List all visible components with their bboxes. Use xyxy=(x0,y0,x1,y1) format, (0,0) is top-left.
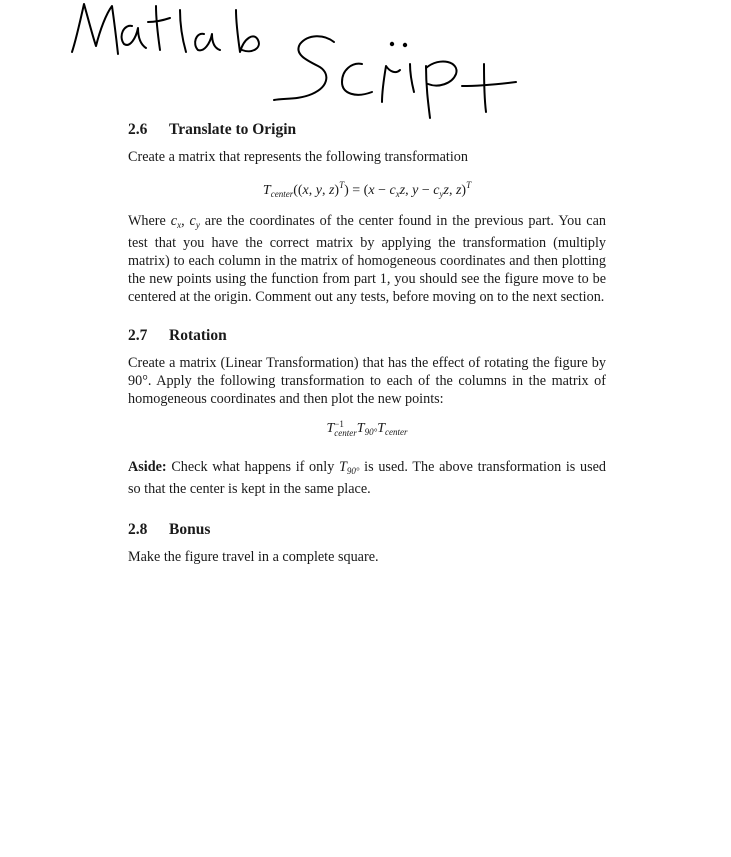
aside-lead: Check what happens if only xyxy=(166,459,339,475)
section-title: Translate to Origin xyxy=(169,121,297,138)
section-title: Bonus xyxy=(169,521,211,538)
section-number: 2.8 xyxy=(128,521,148,538)
aside-rest: is used. The above transformation is used so that the center is kept in the same place. xyxy=(128,459,607,497)
section-number: 2.7 xyxy=(128,327,148,344)
section-body: Make the figure travel in a complete square. xyxy=(128,549,379,565)
paper-content xyxy=(128,120,606,566)
body-rest: are the coordinates of the center found in the previous part. You can test that you have the correct matrix by applying the transformation (multiply matrix) to each column in the matrix of homogeneous coordinates and then plotting the new points using the function from part 1, you should see the figure move to be centered at the origin. Comment out any tests, before moving on to the next section. xyxy=(128,213,606,305)
section-heading-bonus xyxy=(128,520,606,540)
translate-equation: $T_{center}((x$, y, $z)^T) = (x - c_xz$, $y - c_yz$, z)$^T$ xyxy=(262,180,472,199)
aside-label: Aside: xyxy=(128,459,167,475)
section-intro: Create a matrix (Linear Transformation) that has the effect of rotating the figure by 90°. Apply the following transformation to each of the columns in the matrix of homogeneous coordinates and then plot the new points: xyxy=(128,355,606,407)
section-heading-translate xyxy=(128,120,606,140)
aside-var: $T_{90^\circ}$ xyxy=(338,459,360,476)
rotation-equation: T−1 $centerT_{90^\circ}T_{center}$ xyxy=(326,419,408,438)
body-lead: Where xyxy=(128,213,171,229)
body-vars: $c_x$, $c_y$ xyxy=(170,213,200,230)
section-number: 2.6 xyxy=(128,121,148,138)
section-title: Rotation xyxy=(169,327,227,344)
aside-paragraph xyxy=(128,458,606,498)
section-heading-rotation xyxy=(128,326,606,346)
handwritten-title xyxy=(0,0,731,125)
section-body xyxy=(128,212,606,306)
section-intro: Create a matrix that represents the following transformation xyxy=(128,149,468,165)
